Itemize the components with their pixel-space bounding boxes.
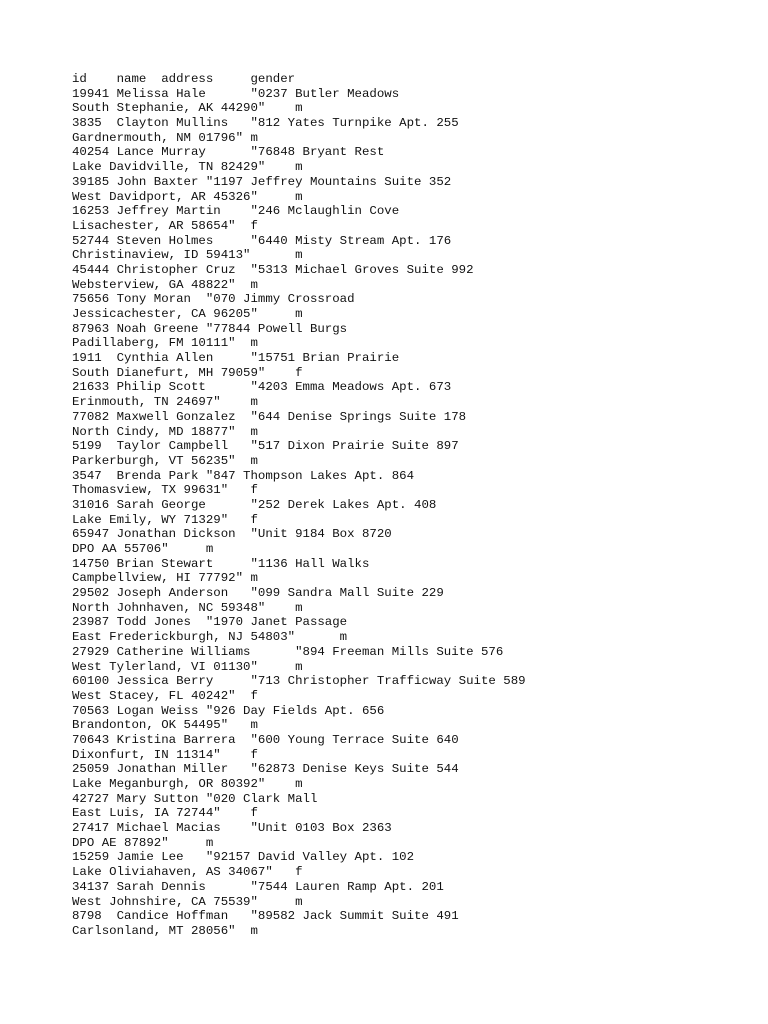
record-line: 5199 Taylor Campbell "517 Dixon Prairie Suite 897: [72, 439, 459, 454]
record-line: Lake Emily, WY 71329" f: [72, 512, 258, 527]
record-line: 27929 Catherine Williams "894 Freeman Mills Suite 576: [72, 644, 504, 659]
record-line: 16253 Jeffrey Martin "246 Mclaughlin Cove: [72, 204, 400, 219]
record-line: Lake Davidville, TN 82429" m: [72, 160, 303, 175]
record-line: West Johnshire, CA 75539" m: [72, 894, 303, 909]
record-line: Campbellview, HI 77792" m: [72, 571, 258, 586]
record-line: 42727 Mary Sutton "020 Clark Mall: [72, 791, 318, 806]
record-line: 23987 Todd Jones "1970 Janet Passage: [72, 615, 348, 630]
record-line: 31016 Sarah George "252 Derek Lakes Apt. 408: [72, 497, 437, 512]
record-line: North Cindy, MD 18877" m: [72, 424, 258, 439]
record-line: Christinaview, ID 59413" m: [72, 248, 303, 263]
record-line: 1911 Cynthia Allen "15751 Brian Prairie: [72, 351, 400, 366]
record-line: 8798 Candice Hoffman "89582 Jack Summit Suite 491: [72, 909, 459, 924]
record-line: 25059 Jonathan Miller "62873 Denise Keys Suite 544: [72, 762, 459, 777]
record-line: 19941 Melissa Hale "0237 Butler Meadows: [72, 86, 400, 101]
record-line: 75656 Tony Moran "070 Jimmy Crossroad: [72, 292, 355, 307]
header-line: id name address gender: [72, 72, 296, 86]
record-line: 70643 Kristina Barrera "600 Young Terrace Suite 640: [72, 732, 459, 747]
record-line: West Stacey, FL 40242" f: [72, 688, 258, 703]
record-line: North Johnhaven, NC 59348" m: [72, 600, 303, 615]
record-line: 77082 Maxwell Gonzalez "644 Denise Springs Suite 178: [72, 409, 467, 424]
record-line: 29502 Joseph Anderson "099 Sandra Mall Suite 229: [72, 586, 444, 601]
record-line: 21633 Philip Scott "4203 Emma Meadows Apt. 673: [72, 380, 452, 395]
record-line: 60100 Jessica Berry "713 Christopher Trafficway Suite 589: [72, 674, 526, 689]
record-line: 45444 Christopher Cruz "5313 Michael Groves Suite 992: [72, 262, 474, 277]
record-line: Gardnermouth, NM 01796" m: [72, 130, 258, 145]
record-line: Lake Meganburgh, OR 80392" m: [72, 777, 303, 791]
record-line: Lake Oliviahaven, AS 34067" f: [72, 865, 303, 880]
record-line: 3835 Clayton Mullins "812 Yates Turnpike Apt. 255: [72, 116, 459, 131]
record-line: 14750 Brian Stewart "1136 Hall Walks: [72, 556, 370, 571]
record-line: Carlsonland, MT 28056" m: [72, 923, 258, 938]
record-line: Erinmouth, TN 24697" m: [72, 395, 258, 410]
record-line: Websterview, GA 48822" m: [72, 277, 258, 292]
record-line: DPO AA 55706" m: [72, 542, 214, 556]
record-line: 65947 Jonathan Dickson "Unit 9184 Box 8720: [72, 527, 392, 542]
record-line: Parkerburgh, VT 56235" m: [72, 453, 258, 468]
record-line: DPO AE 87892" m: [72, 835, 214, 850]
record-line: Brandonton, OK 54495" m: [72, 718, 258, 733]
record-line: Thomasview, TX 99631" f: [72, 483, 258, 498]
record-line: Jessicachester, CA 96205" m: [72, 307, 303, 321]
record-line: East Luis, IA 72744" f: [72, 806, 258, 821]
record-line: Dixonfurt, IN 11314" f: [72, 747, 258, 762]
record-listing: [72, 72, 526, 939]
record-line: West Tylerland, VI 01130" m: [72, 659, 303, 674]
record-line: South Stephanie, AK 44290" m: [72, 101, 303, 116]
record-line: 3547 Brenda Park "847 Thompson Lakes Apt. 864: [72, 468, 415, 483]
record-line: 40254 Lance Murray "76848 Bryant Rest: [72, 145, 385, 160]
record-line: 70563 Logan Weiss "926 Day Fields Apt. 656: [72, 703, 385, 718]
record-line: East Frederickburgh, NJ 54803" m: [72, 630, 348, 645]
record-line: 34137 Sarah Dennis "7544 Lauren Ramp Apt. 201: [72, 879, 444, 894]
record-line: Lisachester, AR 58654" f: [72, 218, 258, 233]
record-line: 15259 Jamie Lee "92157 David Valley Apt. 102: [72, 850, 415, 865]
record-line: West Davidport, AR 45326" m: [72, 189, 303, 204]
record-line: 27417 Michael Macias "Unit 0103 Box 2363: [72, 821, 392, 836]
record-line: 87963 Noah Greene "77844 Powell Burgs: [72, 321, 348, 336]
record-line: 52744 Steven Holmes "6440 Misty Stream Apt. 176: [72, 233, 452, 248]
record-line: 39185 John Baxter "1197 Jeffrey Mountains Suite 352: [72, 174, 452, 189]
record-line: Padillaberg, FM 10111" m: [72, 336, 258, 351]
record-line: South Dianefurt, MH 79059" f: [72, 365, 303, 380]
